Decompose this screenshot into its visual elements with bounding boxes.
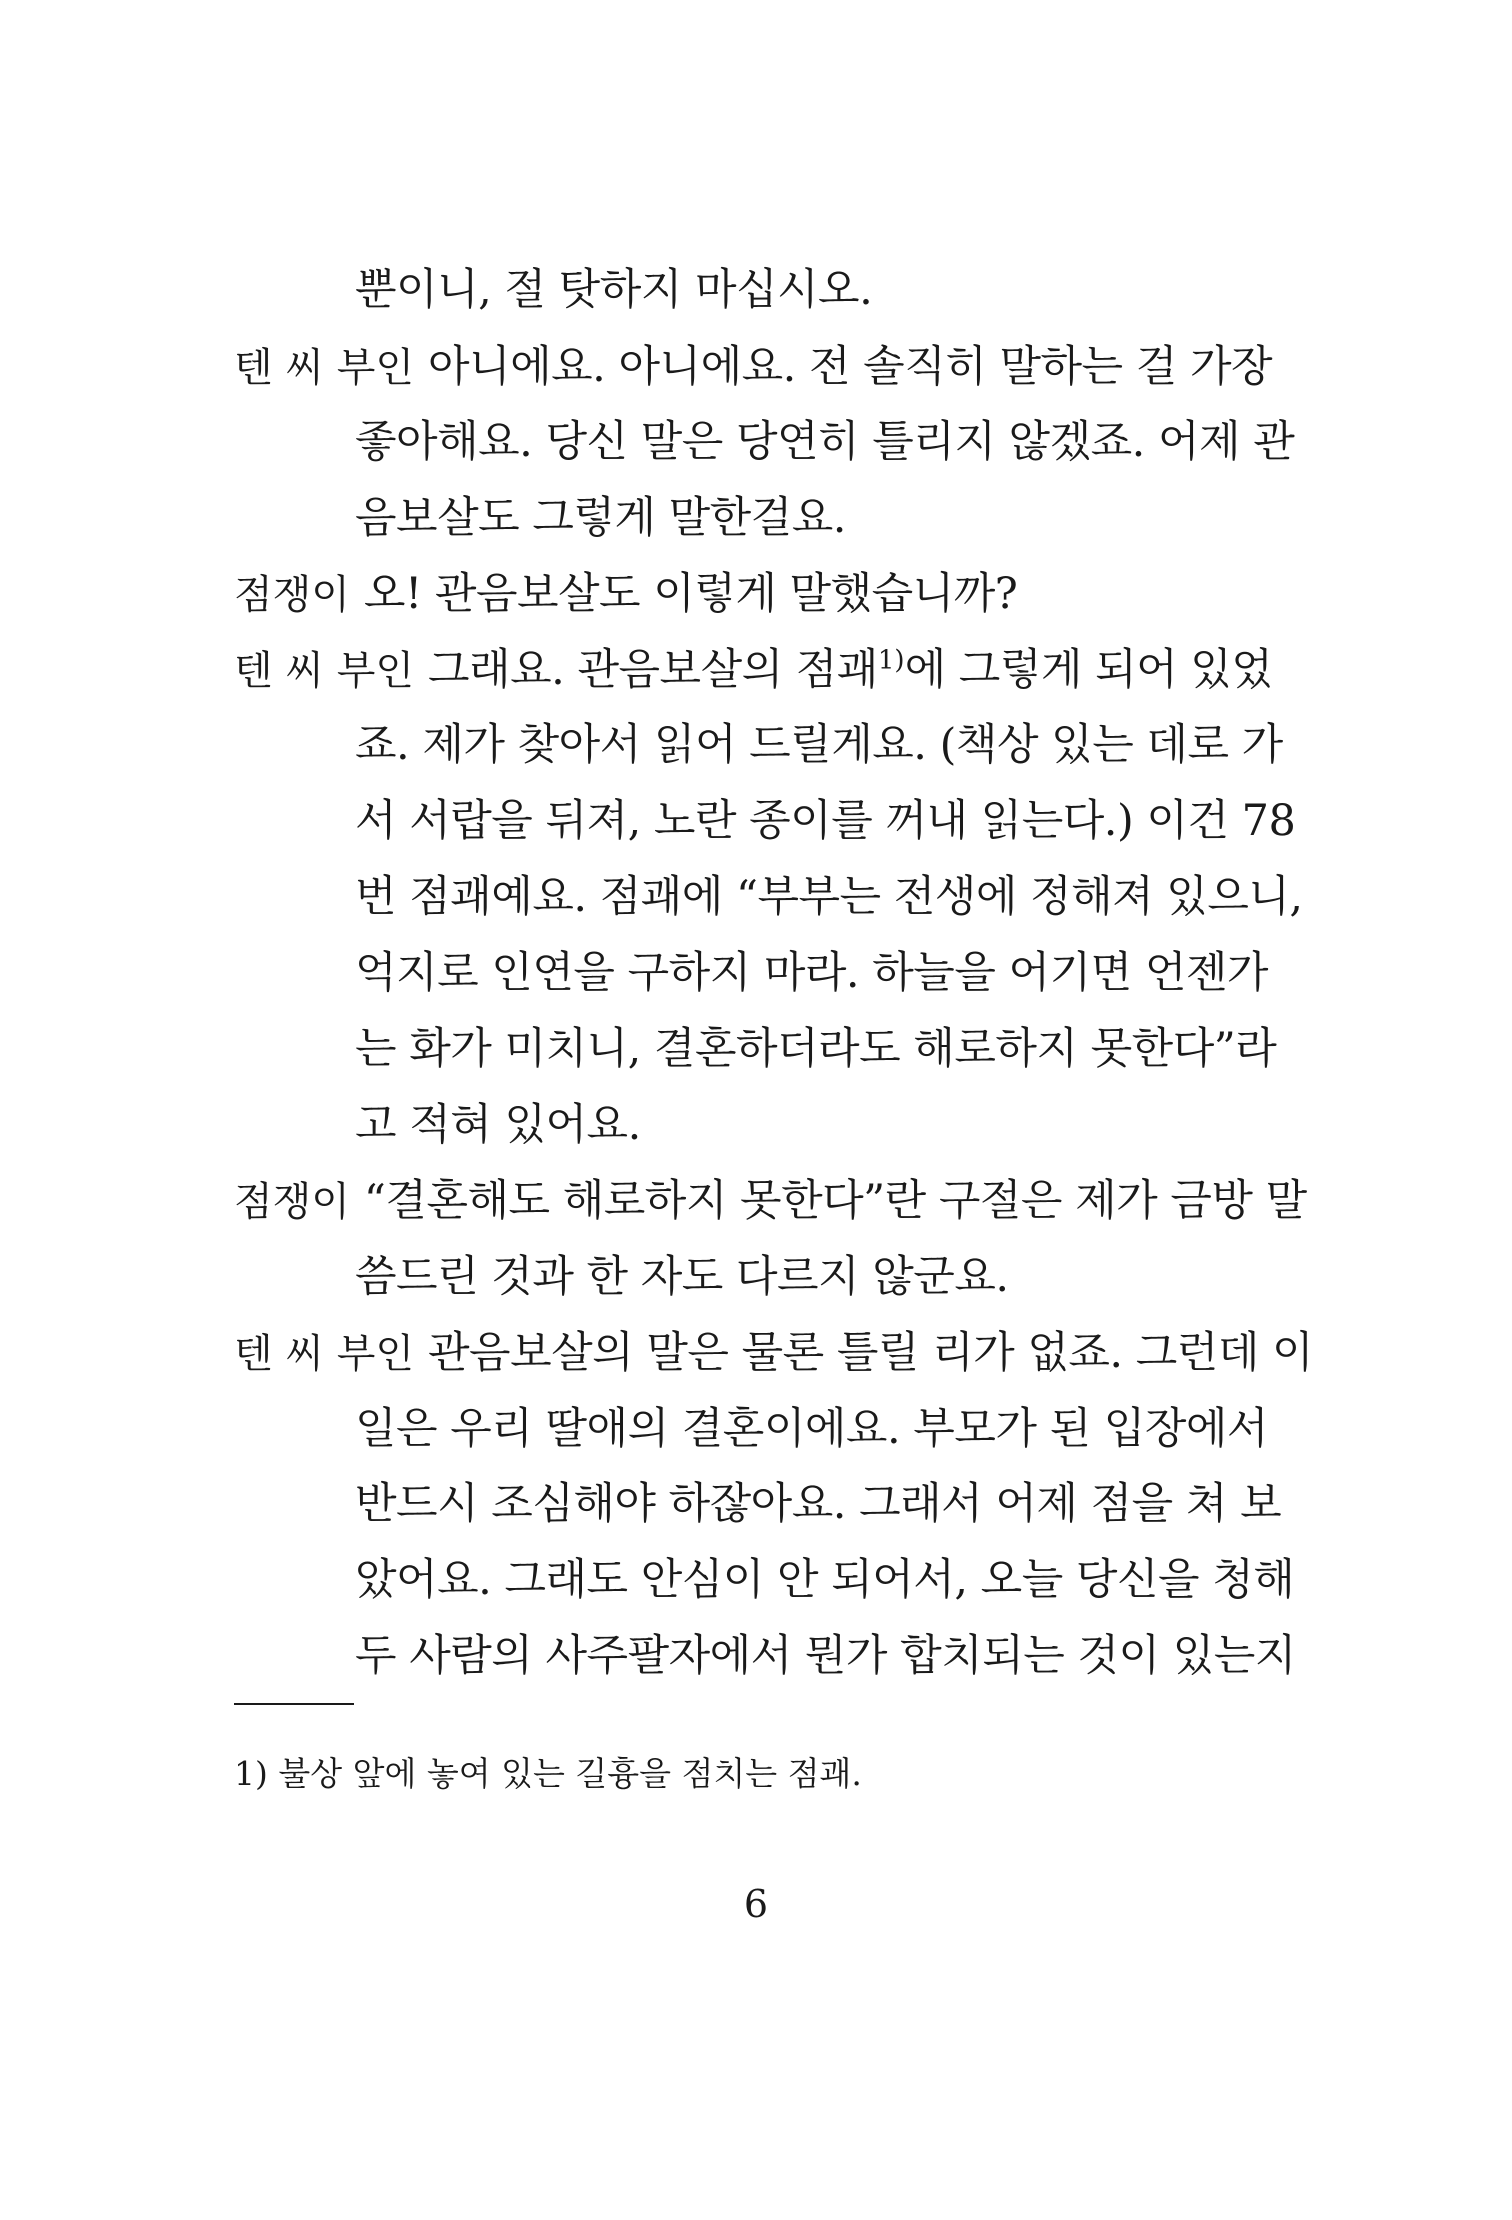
line-text: “결혼해도 해로하지 못한다”란 구절은 제가 금방 말 [363,1176,1307,1226]
dialogue-line [234,339,1272,396]
line-text: 아니에요. 아니에요. 전 솔직히 말하는 걸 가장 [428,342,1273,392]
line-text: 그래요. 관음보살의 점괘 [428,645,878,695]
dialogue-line [355,1401,1268,1457]
line-text: 서 서랍을 뒤져, 노란 종이를 꺼내 읽는다.) 이건 78 [355,796,1296,846]
line-text: 음보살도 그렇게 말한걸요. [355,493,846,543]
dialogue-line [355,1249,1009,1305]
speaker-label: 점쟁이 [234,572,350,618]
dialogue-line [234,1173,1307,1230]
dialogue-line [234,566,1017,623]
footnote-reference: 1) [877,645,905,676]
line-text: 번 점괘예요. 점괘에 “부부는 전생에 정해져 있으니, [355,872,1303,922]
dialogue-line [355,262,872,318]
dialogue-line [355,1552,1294,1608]
line-text: 죠. 제가 찾아서 읽어 드릴게요. (책상 있는 데로 가 [355,720,1283,770]
dialogue-line [355,793,1295,849]
speaker-label: 텐 씨 부인 [234,1331,414,1377]
line-text: 두 사람의 사주팔자에서 뭔가 합치되는 것이 있는지 [355,1631,1296,1681]
line-text: 반드시 조심해야 하잖아요. 그래서 어제 점을 쳐 보 [355,1479,1282,1529]
dialogue-line [355,945,1268,1001]
dialogue-line [355,490,846,546]
page-number: 6 [743,1882,769,1926]
dialogue-line [234,1325,1313,1382]
line-text: 았어요. 그래도 안심이 안 되어서, 오늘 당신을 청해 [355,1555,1295,1605]
speaker-label: 텐 씨 부인 [234,345,414,391]
dialogue-line [355,869,1303,925]
line-text: 억지로 인연을 구하지 마라. 하늘을 어기면 언젠가 [355,948,1268,998]
footnote-divider [234,1703,354,1705]
dialogue-line [355,1476,1281,1532]
speaker-label: 텐 씨 부인 [234,648,414,694]
dialogue-line [355,1628,1296,1684]
dialogue-line [355,1097,641,1153]
line-text: 씀드린 것과 한 자도 다르지 않군요. [355,1252,1009,1302]
line-text: 관음보살의 말은 물론 틀릴 리가 없죠. 그런데 이 [428,1328,1314,1378]
line-text: 일은 우리 딸애의 결혼이에요. 부모가 된 입장에서 [355,1404,1268,1454]
dialogue-line [355,414,1294,470]
line-text: 오! 관음보살도 이렇게 말했습니까? [363,569,1018,619]
line-text: 좋아해요. 당신 말은 당연히 틀리지 않겠죠. 어제 관 [355,417,1295,467]
dialogue-line [234,642,1272,699]
line-text: 에 그렇게 되어 있었 [904,645,1273,695]
dialogue-line [355,1021,1276,1077]
speaker-label: 점쟁이 [234,1179,350,1225]
line-text: 뿐이니, 절 탓하지 마십시오. [355,265,873,315]
line-text: 고 적혀 있어요. [355,1100,641,1150]
line-text: 는 화가 미치니, 결혼하더라도 해로하지 못한다”라 [355,1024,1277,1074]
dialogue-line [355,717,1283,773]
footnote: 1) 불상 앞에 놓여 있는 길흉을 점치는 점괘. [234,1754,862,1793]
